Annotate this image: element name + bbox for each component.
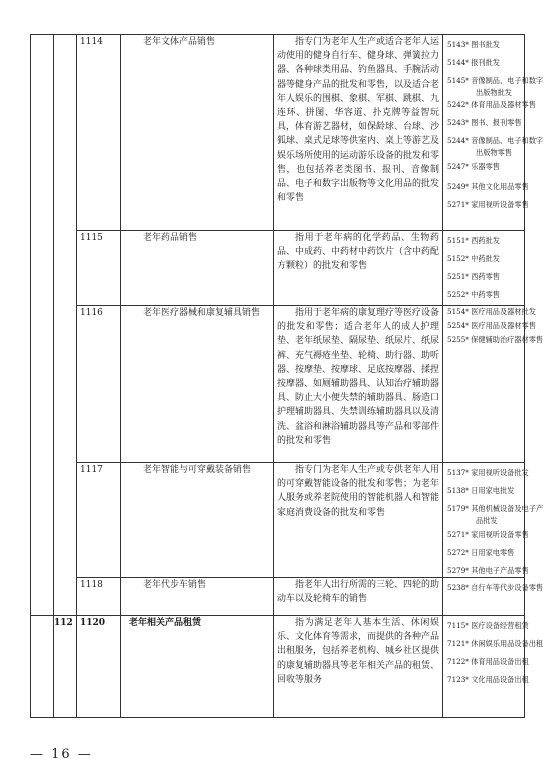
industry-code-entry-cont: 出版物批发 bbox=[476, 88, 512, 97]
table-row bbox=[31, 463, 525, 578]
industry-code-entry: 5137* 家用视听设备批发 bbox=[447, 468, 529, 477]
industry-code-entry: 5272* 日用家电零售 bbox=[447, 548, 515, 557]
industry-code-entry: 5154* 医疗用品及器材批发 bbox=[447, 307, 536, 316]
code-cell bbox=[77, 616, 121, 718]
industry-code-entry: 5143* 图书批发 bbox=[447, 40, 500, 49]
mid-category-cell bbox=[54, 35, 77, 616]
industry-code-entry: 5255* 保健辅助治疗器材零售 bbox=[447, 335, 544, 344]
industry-code-entry: 5247* 乐器零售 bbox=[447, 162, 500, 171]
category-name: 老年文体产品销售 bbox=[143, 37, 216, 47]
industry-code-entry: 5151* 西药批发 bbox=[447, 236, 500, 245]
table-row bbox=[31, 35, 525, 231]
category-description: 指老年人出行所需的三轮、四轮的助动车以及轮椅车的销售 bbox=[277, 580, 440, 605]
industry-code-entry: 5271* 家用视听设备零售 bbox=[447, 530, 529, 539]
industry-code-entry: 5144* 报刊批发 bbox=[447, 58, 500, 67]
code-cell bbox=[77, 35, 121, 231]
industry-code-entry: 5243* 图书、报刊零售 bbox=[447, 118, 522, 127]
industry-cell bbox=[443, 306, 544, 463]
industry-code-entry: 5252* 中药零售 bbox=[447, 290, 500, 299]
category-name: 老年代步车销售 bbox=[143, 580, 207, 590]
industry-cell bbox=[443, 616, 544, 718]
name-cell bbox=[121, 463, 274, 578]
category-description: 指专门为老年人生产或专供老年人用的可穿戴智能设备的批发和零售；为老年人服务或养老院使用的智能机器人和智能家庭消费设备的批发和零售 bbox=[277, 465, 440, 518]
name-cell bbox=[121, 578, 274, 616]
name-cell bbox=[121, 231, 274, 306]
industry-code-entry: 5138* 日用家电批发 bbox=[447, 486, 515, 495]
small-category-code: 1116 bbox=[80, 308, 103, 318]
industry-cell bbox=[443, 463, 544, 578]
table-row bbox=[31, 231, 525, 306]
category-name: 老年药品销售 bbox=[143, 233, 198, 243]
industry-code-entry: 5244* 音像制品、电子和数字 bbox=[447, 136, 544, 145]
name-cell bbox=[121, 306, 274, 463]
mid-category-cell bbox=[54, 616, 77, 718]
code-cell bbox=[77, 231, 121, 306]
major-category-cell bbox=[31, 616, 54, 718]
category-description: 指为满足老年人基本生活、休闲娱乐、文化体育等需求，而提供的各种产品出租服务，包括养老机构、城乡社区提供的康复辅助器具等老年相关产品的租赁、回收等服务 bbox=[277, 618, 440, 685]
code-cell bbox=[77, 463, 121, 578]
industry-code-entry-cont: 品批发 bbox=[476, 516, 498, 525]
industry-code-entry: 7122* 体育用品设备出租 bbox=[447, 657, 529, 666]
industry-code-entry: 5179* 其他机械设备及电子产 bbox=[447, 504, 544, 513]
category-description: 指用于老年病的化学药品、生物药品、中成药、中药材中药饮片（含中药配方颗粒）的批发和零售 bbox=[277, 233, 440, 272]
small-category-code: 1117 bbox=[80, 465, 103, 475]
industry-code-entry: 5152* 中药批发 bbox=[447, 254, 500, 263]
industry-code-entry: 5279* 其他电子产品零售 bbox=[447, 566, 529, 575]
industry-cell bbox=[443, 578, 544, 616]
category-description: 指专门为老年人生产或适合老年人运动使用的健身自行车、健身球、弹簧拉力器、各种球类用品、钓鱼器具、手腕活动器等健身产品的批发和零售，以及适合老年人娱乐的围棋、象棋、军棋、跳棋、九连环、拼图、华容道、扑克牌等益智玩具，体育游艺器材，如保龄球、台球、沙狐球、桌式足球等供室内、桌上等游艺及娱乐场所使用的运动游乐设备的批发和零售，也包括养老类图书、报刊、音像制品、电子和数字出版物等文化用品的批发和零售 bbox=[277, 37, 440, 204]
page-number: — 16 — bbox=[30, 747, 93, 762]
mid-category-code: 112 bbox=[54, 618, 73, 628]
industry-code-entry: 5251* 西药零售 bbox=[447, 272, 500, 281]
category-description: 指用于老年病的康复理疗等医疗设备的批发和零售；适合老年人的成人护理垫、老年纸尿垫、隔尿垫、纸尿片、纸尿裤、充气褥疮坐垫、轮椅、助行器、助听器、按摩垫、按摩球、足底按摩器、揉捏按摩器、如厕辅助器具、认知治疗辅助器具、防止大小便失禁的辅助器具、肠造口护理辅助器具、失禁训练辅助器具以及清洗、盆浴和淋浴辅助器具等产品和零部件的批发和零售 bbox=[277, 308, 440, 446]
table-row bbox=[31, 616, 525, 718]
small-category-code: 1120 bbox=[80, 618, 106, 628]
industry-cell bbox=[443, 35, 544, 231]
category-name: 老年智能与可穿戴装备销售 bbox=[143, 465, 252, 475]
desc-cell bbox=[274, 306, 443, 463]
desc-cell bbox=[274, 35, 443, 231]
industry-code-entry: 5249* 其他文化用品零售 bbox=[447, 182, 529, 191]
table-body bbox=[31, 35, 544, 718]
name-cell bbox=[121, 35, 274, 231]
name-cell bbox=[121, 616, 274, 718]
code-cell bbox=[77, 578, 121, 616]
industry-code-entry: 5271* 家用视听设备零售 bbox=[447, 200, 529, 209]
table-row bbox=[31, 306, 525, 463]
category-name: 老年医疗器械和康复辅具销售 bbox=[143, 308, 261, 318]
desc-cell bbox=[274, 616, 443, 718]
industry-code-entry: 5145* 音像制品、电子和数字 bbox=[447, 76, 544, 85]
industry-code-entry: 5238* 自行车等代步设备零售 bbox=[447, 583, 544, 592]
industry-code-entry: 5254* 医疗用品及器材零售 bbox=[447, 321, 536, 330]
category-name: 老年相关产品租赁 bbox=[129, 618, 202, 628]
small-category-code: 1118 bbox=[80, 580, 103, 590]
industry-code-entry: 5242* 体育用品及器材零售 bbox=[447, 100, 536, 109]
code-cell bbox=[77, 306, 121, 463]
desc-cell bbox=[274, 463, 443, 578]
industry-cell bbox=[443, 231, 525, 306]
industry-code-entry: 7123* 文化用品设备出租 bbox=[447, 675, 529, 684]
industry-code-entry: 7121* 休闲娱乐用品设备出租 bbox=[447, 639, 544, 648]
small-category-code: 1115 bbox=[80, 233, 103, 243]
major-category-cell bbox=[31, 35, 54, 616]
industry-code-entry-cont: 出版物零售 bbox=[476, 148, 512, 157]
table-row bbox=[31, 578, 525, 616]
desc-cell bbox=[274, 231, 443, 306]
small-category-code: 1114 bbox=[80, 37, 103, 47]
desc-cell bbox=[274, 578, 443, 616]
classification-table bbox=[30, 34, 544, 718]
industry-code-entry: 7115* 医疗设备经营租赁 bbox=[447, 621, 529, 630]
